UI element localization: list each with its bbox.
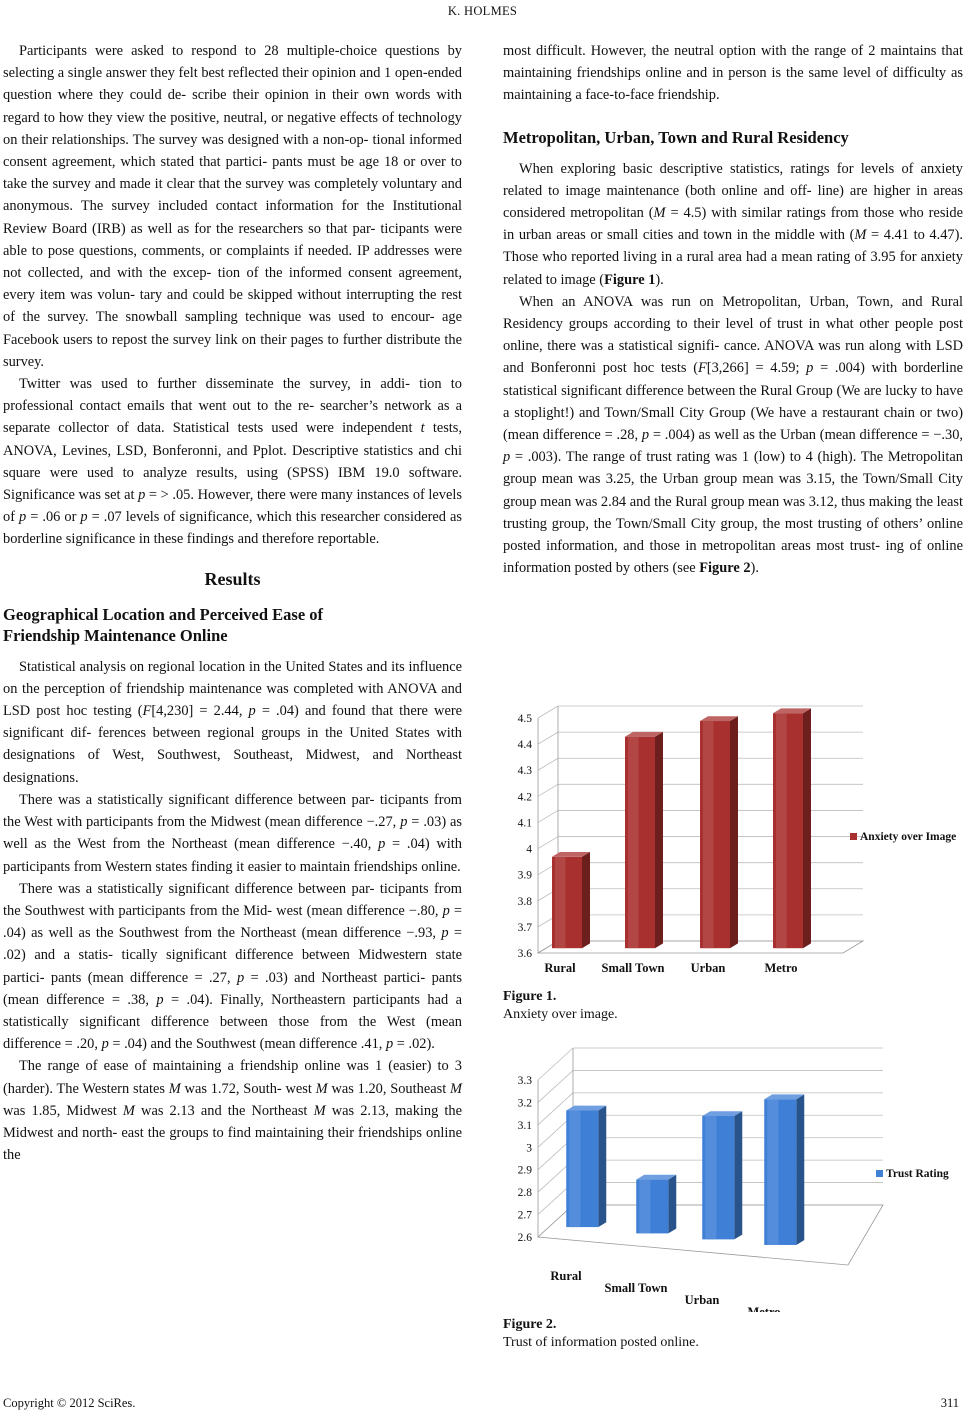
y-tick-label: 4.1: [517, 817, 532, 830]
bar-highlight: [703, 721, 714, 948]
y-tick-label: 3.6: [517, 948, 532, 960]
subheading: Geographical Location and Perceived Ease of Friendship Maintenance Online: [3, 604, 324, 645]
left-column: [3, 40, 462, 1166]
y-tick-label: 2.7: [517, 1209, 532, 1222]
figure-2-label: Figure 2.: [503, 1317, 557, 1332]
bar-side: [796, 1094, 804, 1245]
running-head: K. HOLMES: [447, 4, 518, 18]
bar-side: [803, 708, 811, 948]
bar: [702, 1111, 742, 1239]
x-tick-label: Small Town: [601, 961, 665, 975]
trust-bar-chart: [498, 1032, 965, 1312]
legend-swatch: [850, 833, 857, 840]
x-tick-label: Rural: [550, 1268, 582, 1283]
y-tick-label: 3.7: [517, 921, 532, 934]
y-tick-label: 2.9: [517, 1164, 532, 1177]
legend-label: Trust Rating: [886, 1168, 949, 1180]
bar: [700, 716, 738, 948]
y-tick-label: 4.3: [517, 765, 532, 778]
paragraph: There was a statistically significant difference between par- ticipants from the West with participants from the Midwest (mean difference −.27, p = .03) as well as the West from the Northeast (mean difference −.40, p = .04) with participants from Western states finding it easier to maintain friendships online.: [3, 791, 463, 875]
figure-1-caption: [503, 988, 618, 1024]
x-tick-label: Urban: [684, 1293, 720, 1308]
gridline-side: [538, 784, 558, 796]
x-tick-label: Urban: [690, 961, 726, 975]
y-tick-label: 2.6: [517, 1232, 532, 1244]
figure-1-label: Figure 1.: [503, 989, 557, 1004]
legend: [850, 831, 956, 843]
bar-highlight: [628, 737, 639, 949]
y-tick-label: 3.8: [517, 895, 532, 908]
y-tick-label: 3.2: [517, 1097, 532, 1110]
figure-1-caption-text: Anxiety over image.: [503, 1007, 618, 1022]
bar-side: [598, 1106, 606, 1227]
subheading: Metropolitan, Urban, Town and Rural Residency: [503, 127, 849, 147]
figure-1: [498, 700, 965, 985]
anxiety-bar-chart: [498, 700, 965, 980]
gridline-side: [538, 810, 558, 822]
x-tick-label: Small Town: [604, 1281, 668, 1296]
right-column: [503, 40, 963, 579]
y-tick-label: 2.8: [517, 1187, 532, 1200]
gridline-side: [538, 758, 558, 770]
x-tick-label: Metro: [747, 1304, 781, 1312]
legend-swatch: [876, 1170, 883, 1177]
gridline-side: [538, 837, 558, 849]
bar-side: [730, 716, 738, 948]
bar-side: [582, 852, 590, 948]
y-tick-label: 4.2: [517, 791, 532, 804]
bar-side: [668, 1175, 676, 1234]
figure-2-caption-text: Trust of information posted online.: [503, 1335, 699, 1350]
y-tick-label: 4.4: [517, 739, 532, 752]
paragraph: most difficult. However, the neutral option with the range of 2 maintains that maintaining friendships online and in person is the same level of difficulty as maintaining a face-to-face friendship.: [503, 43, 963, 104]
bar: [773, 708, 811, 948]
bar-highlight: [569, 1110, 580, 1227]
paragraph: Twitter was used to further disseminate the survey, in addi- tion to professional contact emails that went out to the re- searcher’s network as a separate collector of data. Statistical tests used were independent t tests, ANOVA, Levines, LSD, Bonferonni, and Pplot. Descriptive statistics and chi square were used to analyze results, using (SPSS) IBM 19.0 software. Significance was set at p = > .05. However, there were many instances of levels of p = .06 or p = .07 levels of significance, which this researcher considered as borderline significance in these findings and therefore reportable.: [3, 376, 462, 548]
y-tick-label: 3.3: [517, 1075, 532, 1087]
bar-highlight: [555, 857, 566, 948]
x-tick-label: Rural: [544, 961, 576, 975]
bar-highlight: [705, 1116, 716, 1239]
bar: [764, 1094, 804, 1245]
bar: [625, 732, 663, 948]
y-tick-label: 3.1: [517, 1119, 532, 1132]
legend: [876, 1168, 949, 1180]
copyright: Copyright © 2012 SciRes.: [3, 1396, 136, 1410]
section-heading-results: Results: [204, 568, 261, 589]
gridline-side: [538, 732, 558, 744]
bar-highlight: [776, 713, 787, 948]
bar: [552, 852, 590, 948]
bar-side: [734, 1111, 742, 1239]
figure-2-caption: [503, 1316, 699, 1352]
gridline-side: [538, 706, 558, 718]
paragraph: When exploring basic descriptive statistics, ratings for levels of anxiety related to image maintenance (both online and off- line) are higher in areas considered metropolitan (M = 4.5) with similar ratings from those who reside in urban areas or small cities and town in the middle with (M = 4.41 to 4.47). Those who reported living in a rural area had a mean rating of 3.95 for anxiety related to image (Figure 1).: [503, 160, 963, 288]
bar-highlight: [767, 1099, 778, 1245]
y-tick-label: 4.5: [517, 713, 532, 725]
bar-side: [655, 732, 663, 948]
x-tick-label: Metro: [764, 961, 798, 975]
paragraph: Statistical analysis on regional location in the United States and its influence on the perception of friendship maintenance was completed with ANOVA and LSD post hoc testing (F[4,230] = 2.44, p = .04) and found that there were significant dif- ferences between regional groups in the United States with designations of West, Southwest, Southeast, Midwest, and Northeast designations.: [3, 658, 463, 786]
paragraph: When an ANOVA was run on Metropolitan, Urban, Town, and Rural Residency groups according to their level of trust in what other people post online, there was a statistical signifi- cance. ANOVA was run along with LSD and Bonferonni post hoc tests (F[3,266] = 4.59; p = .004) with borderline statistical significant difference between the Rural Group (We are lucky to have a stoplight!) and Town/Small City Group (We have a restaurant chain or two) (mean difference = .28, p = .004) as well as the Urban (mean difference = −.30, p = .003). The range of trust rating was 1 (low) to 4 (high). The Metropolitan group mean was 3.25, the Urban group mean was 3.15, the Town/Small City group mean was 2.84 and the Rural group mean was 3.12, thus making the least trusting group, the Town/Small City group, the most trusting of others’ online posted information, and those in metropolitan areas most trust- ing of online information posted by others (see Figure 2).: [503, 293, 964, 577]
page-number: 311: [940, 1396, 959, 1410]
paragraph: The range of ease of maintaining a friendship online was 1 (easier) to 3 (harder). The Western states M was 1.72, South- west M was 1.20, Southeast M was 1.85, Midwest M was 2.13 and the Northeast M was 2.13, making the Midwest and north- east the groups to find maintaining their friendships online the: [3, 1058, 462, 1164]
y-tick-label: 3: [526, 1142, 532, 1155]
bar: [566, 1106, 606, 1227]
bar: [636, 1175, 676, 1234]
bar-highlight: [639, 1180, 650, 1234]
paragraph: There was a statistically significant difference between par- ticipants from the Southwest with participants from the Mid- west (mean difference −.80, p = .04) as well as the Southwest from the Northeast (mean difference −.93, p = .02) and a statis- tically significant difference between Midwestern state partici- pants (mean difference = .27, p = .03) and Northeast partici- pants (mean difference = .38, p = .04). Finally, Northeastern participants had a statistically significant difference between those from the West (mean difference = .20, p = .04) and the Southwest (mean difference .41, p = .02).: [3, 880, 462, 1053]
y-tick-label: 3.9: [517, 869, 532, 882]
paragraph: Participants were asked to respond to 28 multiple-choice questions by selecting a single answer they felt best reflected their opinion and 1 open-ended question where they could de- scribe their opinion in their own words with regard to how they view the positive, neutral, or negative effects of technology on their relationships. The survey was designed with a non-op- tional informed consent agreement, which stated that partici- pants must be age 18 or over to take the survey and made it clear that the survey was completely voluntary and anonymous. The survey included contact information for the Institutional Review Board (IRB) as well as for the researchers so that par- ticipants were able to pose questions, comments, or complaints if needed. IP addresses were not collected, and with the excep- tion of the informed consent agreement, every item was volun- tary and could be skipped without interrupting the rest of the survey. The snowball sampling technique was used to encour- age Facebook users to repost the survey link on their pages to further distribute the survey.: [3, 43, 462, 370]
y-tick-label: 4: [526, 843, 532, 856]
legend-label: Anxiety over Image: [860, 831, 957, 843]
figure-2: [498, 1032, 965, 1317]
